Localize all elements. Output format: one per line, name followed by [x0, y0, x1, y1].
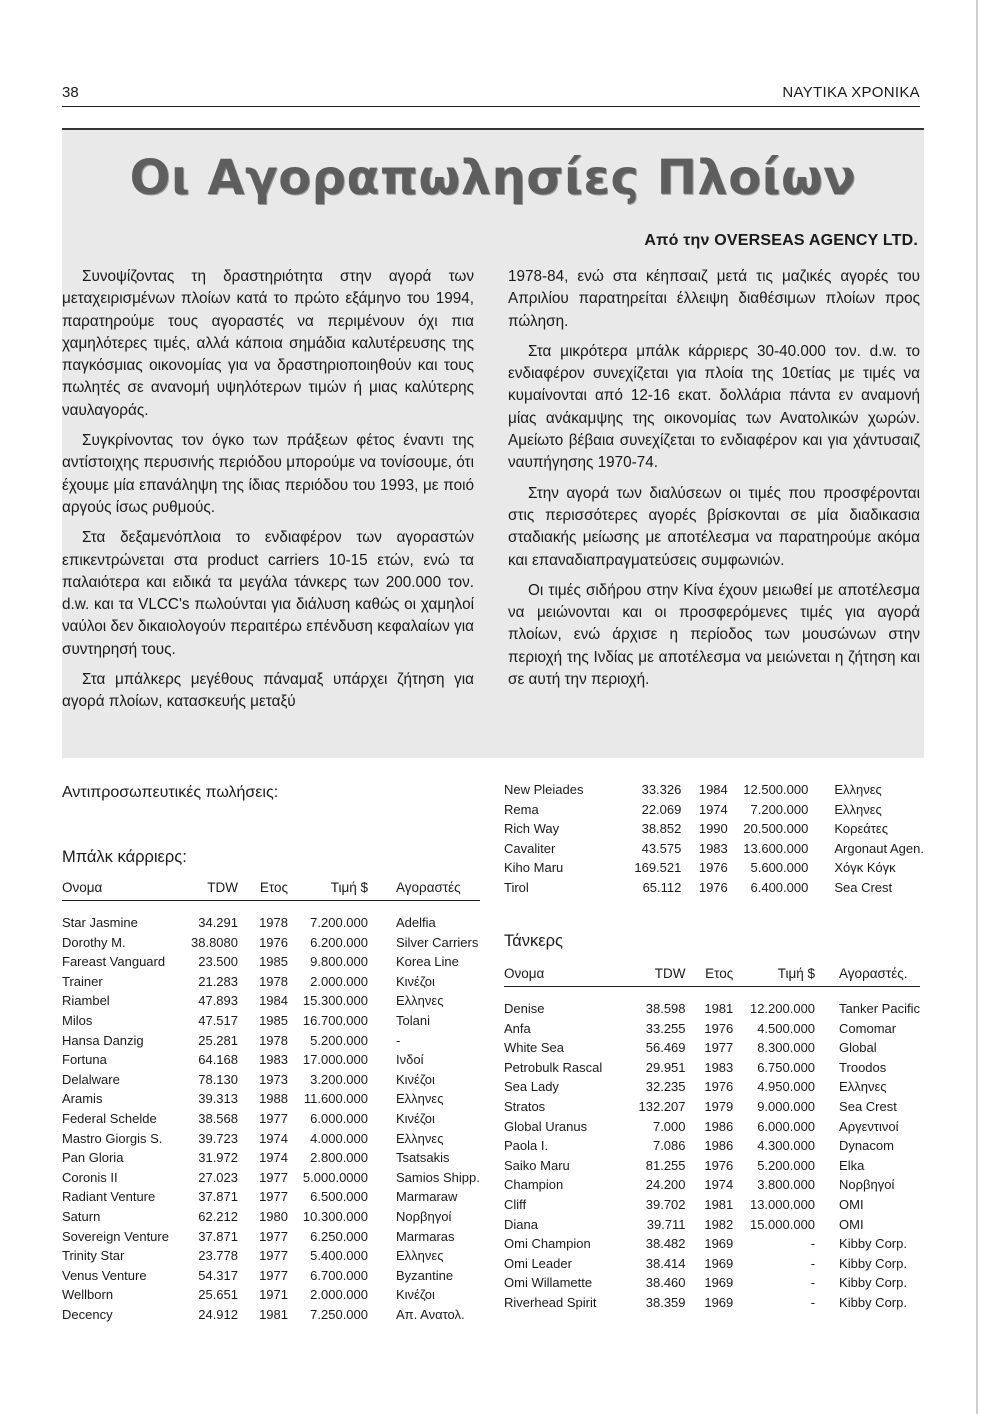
table-row — [62, 1227, 480, 1247]
ship-price: 2.800.000 — [310, 1150, 368, 1166]
ship-buyers: Κινέζοι — [396, 1287, 435, 1303]
table-row — [504, 1058, 920, 1078]
paragraph: Συγκρίνοντας τον όγκο των πράξεων φέτος έναντι της αντίστοιχης περυσινής περιόδου μπορούμε να τονίσουμε, ότι έχουμε μία επανάληψη της ίδιας περιόδου του 1993, με ποιό αργούς ίσως ρυθμούς. — [62, 432, 474, 516]
ship-tdw: 24.912 — [198, 1306, 238, 1322]
ship-year: 1977 — [259, 1110, 288, 1126]
paragraph: Στην αγορά των διαλύσεων οι τιμές που προσφέρονται στις περισσότερες αγορές βρίσκονται σε μία διαδικασια σταδιακής μείωσης με αποτέλεσμα να παρατηρούμε ακόμα και επαναδιαπραγματεύσεις συμφωνιών. — [508, 484, 920, 569]
ship-year: 1990 — [698, 821, 728, 837]
ship-price: 17.000.000 — [302, 1052, 368, 1068]
tankers-table — [504, 966, 920, 1313]
ship-tdw: 62.212 — [198, 1208, 238, 1224]
ship-price: 13.000.000 — [749, 1196, 816, 1212]
ship-tdw: 47.893 — [198, 993, 238, 1009]
ship-name: Federal Schelde — [62, 1110, 157, 1126]
ship-year: 1986 — [704, 1138, 734, 1154]
ship-year: 1974 — [259, 1150, 288, 1166]
ship-name: Tirol — [504, 879, 529, 895]
ship-tdw: 38.482 — [645, 1236, 686, 1252]
ship-name: White Sea — [504, 1040, 564, 1056]
table-row — [504, 1038, 920, 1058]
table-row — [62, 1050, 480, 1070]
table-row — [504, 878, 924, 898]
ship-tdw: 33.255 — [645, 1020, 686, 1036]
article-right-column — [508, 266, 920, 699]
ship-buyers: Sea Crest — [834, 879, 893, 895]
ship-buyers: OMI — [839, 1216, 864, 1232]
ship-buyers: Korea Line — [396, 954, 459, 970]
ship-buyers: Elka — [839, 1157, 865, 1173]
ship-tdw: 38.359 — [645, 1294, 686, 1310]
ship-name: Rich Way — [504, 821, 560, 837]
running-header — [62, 84, 920, 107]
ship-buyers: Tsatsakis — [396, 1150, 450, 1166]
ship-name: Sea Lady — [504, 1079, 559, 1095]
ship-year: 1978 — [259, 1032, 288, 1048]
ship-price: - — [810, 1294, 816, 1310]
ship-year: 1969 — [704, 1275, 734, 1291]
paragraph: Στα μπάλκερς μεγέθους πάναμαξ υπάρχει ζήτηση για αγορά πλοίων, κατασκευής μεταξύ — [62, 671, 474, 711]
ship-buyers: OMI — [839, 1196, 864, 1212]
ship-price: 20.500.000 — [743, 821, 809, 837]
ship-price: 7.250.000 — [310, 1306, 368, 1322]
ship-price: 6.400.000 — [750, 879, 809, 895]
ship-price: 4.000.000 — [310, 1130, 368, 1146]
table-row — [504, 839, 924, 859]
table-row — [504, 800, 924, 820]
ship-name: Delalware — [62, 1071, 120, 1087]
ship-name: Wellborn — [62, 1287, 114, 1303]
table-row — [504, 1215, 920, 1235]
col-header-price: Τιμή $ — [733, 966, 815, 987]
table-row — [504, 1077, 920, 1097]
ship-price: 15.300.000 — [302, 993, 368, 1009]
ship-price: 3.800.000 — [757, 1177, 816, 1193]
ship-tdw: 7.000 — [652, 1118, 686, 1134]
ship-name: Cavaliter — [504, 840, 556, 856]
ship-price: 6.000.000 — [757, 1118, 816, 1134]
ship-name: Trinity Star — [62, 1248, 125, 1264]
ship-year: 1971 — [259, 1287, 288, 1303]
ship-price: 6.000.000 — [310, 1110, 368, 1126]
ship-year: 1984 — [698, 782, 728, 797]
paragraph: Στα δεξαμενόπλοια το ενδιαφέρον των αγοραστών επικεντρώνεται στα product carriers 10-15 ετών, ενώ τα παλαιότερα και ειδικά τα μεγάλα τάνκερς των 200.000 τον. d.w. και τα VLCC's πωλούνται για διάλυση καθώς οι χαμηλοί ναύλοι δεν δικαιολογούν περαιτέρω επένδυση κεφαλαίων για συντηρησή τους. — [62, 529, 474, 658]
ship-year: 1981 — [704, 1001, 734, 1016]
ship-name: New Pleiades — [504, 782, 584, 797]
ship-price: 4.500.000 — [757, 1020, 816, 1036]
ship-year: 1976 — [704, 1020, 734, 1036]
ship-tdw: 38.460 — [645, 1275, 686, 1291]
page-edge-line — [976, 0, 978, 1414]
ship-year: 1976 — [698, 879, 728, 895]
ship-price: 4.950.000 — [757, 1079, 816, 1095]
ship-tdw: 38.8080 — [191, 934, 238, 950]
ship-price: 9.800.000 — [310, 954, 368, 970]
ship-tdw: 37.871 — [198, 1228, 238, 1244]
ship-name: Milos — [62, 1012, 93, 1028]
ship-tdw: 132.207 — [638, 1098, 686, 1114]
ship-name: Trainer — [62, 973, 103, 989]
ship-price: 5.200.000 — [757, 1157, 816, 1173]
table-row — [62, 1070, 480, 1090]
ship-year: 1969 — [704, 1294, 734, 1310]
table-row — [62, 952, 480, 972]
ship-tdw: 21.283 — [198, 973, 238, 989]
ship-tdw: 23.500 — [198, 954, 238, 970]
ship-buyers: Kibby Corp. — [839, 1255, 907, 1271]
table-row — [62, 1089, 480, 1109]
ship-price: 11.600.000 — [303, 1091, 368, 1107]
ship-buyers: Ινδοί — [396, 1052, 424, 1068]
ship-price: 16.700.000 — [302, 1012, 368, 1028]
ship-buyers: Comomar — [839, 1020, 897, 1036]
ship-price: 6.250.000 — [310, 1228, 368, 1244]
ship-name: Dorothy M. — [62, 934, 126, 950]
table-row — [504, 1273, 920, 1293]
ship-name: Venus Venture — [62, 1267, 147, 1283]
ship-tdw: 169.521 — [634, 860, 682, 876]
ship-name: Radiant Venture — [62, 1189, 156, 1205]
table-row — [62, 913, 480, 933]
table-row — [504, 1156, 920, 1176]
ship-buyers: Kibby Corp. — [839, 1275, 907, 1291]
table-row — [62, 1148, 480, 1168]
ship-tdw: 29.951 — [645, 1059, 686, 1075]
table-row — [504, 858, 924, 878]
ship-year: 1976 — [704, 1157, 734, 1173]
ship-buyers: Adelfia — [396, 915, 436, 930]
ship-name: Riverhead Spirit — [504, 1294, 597, 1310]
article-left-column — [62, 266, 474, 722]
ship-name: Omi Champion — [504, 1236, 591, 1252]
ship-tdw: 31.972 — [198, 1150, 238, 1166]
ship-year: 1969 — [704, 1236, 734, 1252]
table-row — [504, 1195, 920, 1215]
ship-tdw: 22.069 — [641, 801, 682, 817]
ship-name: Stratos — [504, 1098, 546, 1114]
ship-year: 1983 — [259, 1052, 288, 1068]
paragraph: Στα μικρότερα μπάλκ κάρριερς 30-40.000 τον. d.w. το ενδιαφέρον συνεχίζεται για πλοία της 10ετίας με τιμές να κυμαίνονται από 12-16 εκατ. δολλάρια πάντα εν αναμονή μίας ανάκαμψης της οικονομίας των Ανατολικών χωρών. Αμείωτο βέβαια συνεχίζεται το ενδιαφέρον και για χάντυσαιζ ναυπήγησης 1970-74. — [508, 342, 920, 472]
table-row — [504, 1019, 920, 1039]
table-row — [62, 933, 480, 953]
ship-buyers: Νορβηγοί — [396, 1208, 452, 1224]
ship-buyers: Silver Carriers — [396, 934, 479, 950]
ship-tdw: 65.112 — [642, 879, 682, 895]
ship-year: 1985 — [259, 1012, 288, 1028]
ship-buyers: Ελληνες — [839, 1079, 887, 1095]
ship-year: 1978 — [259, 915, 288, 930]
ship-buyers: Ελληνες — [396, 1130, 444, 1146]
ship-name: Coronis II — [62, 1169, 118, 1185]
table-row — [504, 1175, 920, 1195]
ship-buyers: Ελληνες — [396, 1091, 444, 1107]
col-header-tdw: TDW — [174, 880, 238, 901]
ship-price: 15.000.000 — [749, 1216, 816, 1232]
ship-tdw: 34.291 — [198, 915, 238, 930]
paragraph: Συνοψίζοντας τη δραστηριότητα στην αγορά των μεταχειρισμένων πλοίων κατά το πρώτο εξάμηνο του 1994, παρατηρούμε τους αγοραστές να περιμένουν όχι πια χαμηλότερες τιμές, αλλά κάποια σημάδια καλυτέρευσης της παγκόσμιας οικονομίας για να δραστηριοποιηθούν και τους πωλητές σε ανανομή υψηλότερων τιμών ή μιας καλύτερης ναυλαγοράς. — [62, 268, 474, 419]
table-row — [62, 972, 480, 992]
ship-price: 2.000.000 — [310, 1287, 368, 1303]
ship-name: Riambel — [62, 993, 110, 1009]
ship-buyers: Kibby Corp. — [839, 1294, 907, 1310]
col-header-buyers: Αγοραστές. — [815, 966, 920, 987]
ship-buyers: Κινέζοι — [396, 1071, 435, 1087]
table-row — [504, 1234, 920, 1254]
ship-price: 2.000.000 — [310, 973, 368, 989]
ship-buyers: Dynacom — [839, 1138, 894, 1154]
ship-tdw: 39.723 — [198, 1130, 238, 1146]
ship-tdw: 38.568 — [198, 1110, 238, 1126]
ship-name: Champion — [504, 1177, 564, 1193]
table-row — [504, 1117, 920, 1137]
ship-buyers: Απ. Ανατολ. — [396, 1306, 465, 1322]
ship-name: Denise — [504, 1001, 545, 1016]
ship-name: Fareast Vanguard — [62, 954, 166, 970]
ship-tdw: 54.317 — [198, 1267, 238, 1283]
ship-tdw: 43.575 — [641, 840, 682, 856]
ship-price: 7.200.000 — [750, 801, 809, 817]
ship-price: 10.300.000 — [302, 1208, 368, 1224]
table-row — [62, 1129, 480, 1149]
ship-tdw: 38.598 — [645, 1001, 686, 1016]
col-header-buyers: Αγοραστές — [368, 880, 480, 901]
paragraph-continued: 1978-84, ενώ στα κέηπσαιζ μετά τις μαζικές αγορές του Απριλίου παρατηρείται έλλειψη διαθέσιμων πλοίων προς πώληση. — [508, 268, 920, 330]
ship-tdw: 32.235 — [645, 1079, 686, 1095]
ship-tdw: 38.852 — [641, 821, 682, 837]
ship-name: Cliff — [504, 1196, 527, 1212]
ship-price: 6.200.000 — [310, 934, 368, 950]
ship-tdw: 81.255 — [645, 1157, 686, 1173]
tankers-title: Τάνκερς — [504, 932, 563, 950]
ship-name: Omi Leader — [504, 1255, 572, 1271]
ship-year: 1981 — [704, 1196, 734, 1212]
bulk-carriers-table — [62, 880, 480, 1324]
ship-price: - — [810, 1275, 816, 1291]
ship-price: - — [810, 1236, 816, 1252]
table-row — [504, 1136, 920, 1156]
table-row — [62, 1031, 480, 1051]
ship-tdw: 24.200 — [645, 1177, 686, 1193]
ship-year: 1976 — [704, 1079, 734, 1095]
ship-year: 1977 — [259, 1169, 288, 1185]
ship-buyers: Ελληνες — [834, 801, 882, 817]
ship-buyers: Ελληνες — [834, 782, 882, 797]
col-header-year: Ετος — [686, 966, 734, 987]
ship-name: Anfa — [504, 1020, 531, 1036]
ship-buyers: - — [396, 1032, 401, 1048]
ship-name: Sovereign Venture — [62, 1228, 169, 1244]
table-row — [62, 1011, 480, 1031]
ship-year: 1977 — [259, 1228, 288, 1244]
ship-name: Omi Willamette — [504, 1275, 593, 1291]
ship-tdw: 47.517 — [198, 1012, 238, 1028]
ship-price: 5.000.0000 — [302, 1169, 368, 1185]
ship-buyers: Αργεντινοί — [839, 1118, 899, 1134]
ship-price: 5.400.000 — [310, 1248, 368, 1264]
ship-name: Pan Gloria — [62, 1150, 124, 1166]
ship-buyers: Samios Shipp. — [396, 1169, 480, 1185]
ship-buyers: Ελληνες — [396, 993, 444, 1009]
ship-year: 1974 — [698, 801, 728, 817]
ship-year: 1980 — [259, 1208, 288, 1224]
ship-tdw: 7.086 — [652, 1138, 686, 1154]
ship-year: 1977 — [259, 1267, 288, 1283]
ship-buyers: Χόγκ Κόγκ — [834, 860, 896, 876]
ship-year: 1982 — [704, 1216, 734, 1232]
ship-price: 8.300.000 — [757, 1040, 816, 1056]
ship-year: 1978 — [259, 973, 288, 989]
ship-tdw: 37.871 — [198, 1189, 238, 1205]
ship-name: Fortuna — [62, 1052, 107, 1068]
page-number: 38 — [62, 84, 79, 101]
table-row — [504, 780, 924, 800]
ship-year: 1986 — [704, 1118, 734, 1134]
magazine-name: ΝΑΥΤΙΚΑ ΧΡΟΝΙΚΑ — [782, 84, 920, 101]
ship-buyers: Νορβηγοί — [839, 1177, 895, 1193]
ship-year: 1979 — [704, 1098, 734, 1114]
table-row — [62, 991, 480, 1011]
ship-buyers: Sea Crest — [839, 1098, 897, 1114]
table-row — [504, 819, 924, 839]
ship-name: Saturn — [62, 1208, 101, 1224]
ship-price: 6.500.000 — [310, 1189, 368, 1205]
ship-buyers: Marmaras — [396, 1228, 455, 1244]
table-row — [504, 1293, 920, 1313]
ship-year: 1988 — [259, 1091, 288, 1107]
article-title: Οι Αγοραπωλησίες Πλοίων — [129, 150, 857, 206]
ship-year: 1983 — [698, 840, 728, 856]
bulk-carriers-title: Μπάλκ κάρριερς: — [62, 848, 187, 866]
table-row — [62, 1207, 480, 1227]
ship-buyers: Argonaut Agen. — [834, 840, 924, 856]
ship-tdw: 64.168 — [198, 1052, 238, 1068]
ship-name: Decency — [62, 1306, 113, 1322]
ship-year: 1983 — [704, 1059, 734, 1075]
table-row — [62, 1266, 480, 1286]
ship-tdw: 33.326 — [641, 782, 682, 797]
ship-price: 6.750.000 — [757, 1059, 816, 1075]
ship-tdw: 25.651 — [198, 1287, 238, 1303]
ship-tdw: 39.702 — [645, 1196, 686, 1212]
ship-tdw: 25.281 — [198, 1032, 238, 1048]
table-row — [504, 999, 920, 1019]
ship-price: 9.000.000 — [757, 1098, 816, 1114]
ship-price: 4.300.000 — [757, 1138, 816, 1154]
sales-section-title: Αντιπροσωπευτικές πωλήσεις: — [62, 784, 279, 801]
ship-buyers: Tanker Pacific — [839, 1001, 920, 1016]
table-row — [504, 1254, 920, 1274]
table-row — [62, 1187, 480, 1207]
ship-year: 1977 — [704, 1040, 734, 1056]
ship-buyers: Troodos — [839, 1059, 887, 1075]
ship-name: Diana — [504, 1216, 538, 1232]
ship-year: 1976 — [259, 934, 288, 950]
ship-year: 1985 — [259, 954, 288, 970]
table-row — [62, 1246, 480, 1266]
ship-buyers: Kibby Corp. — [839, 1236, 907, 1252]
paragraph: Οι τιμές σιδήρου στην Κίνα έχουν μειωθεί με αποτέλεσμα να μειώνονται και οι προσφερόμενες τιμές για αγορά πλοίων, ενώ άρχισε η περίοδος των μουσώνων στην περιοχή της Ινδίας με αποτέλεσμα να μειώνεται η ζήτηση και σε αυτή την περιοχή. — [508, 581, 920, 689]
article-byline: Από την OVERSEAS AGENCY LTD. — [644, 232, 918, 249]
ship-year: 1974 — [259, 1130, 288, 1146]
ship-year: 1981 — [259, 1306, 288, 1322]
table-row — [62, 1168, 480, 1188]
ship-year: 1973 — [259, 1071, 288, 1087]
article-box — [62, 128, 924, 758]
ship-price: - — [810, 1255, 816, 1271]
ship-name: Petrobulk Rascal — [504, 1059, 603, 1075]
ship-buyers: Κινέζοι — [396, 1110, 435, 1126]
ship-name: Global Uranus — [504, 1118, 588, 1134]
ship-year: 1976 — [698, 860, 728, 876]
table-row — [504, 1097, 920, 1117]
ship-price: 6.700.000 — [310, 1267, 368, 1283]
col-header-year: Ετος — [238, 880, 288, 901]
ship-name: Paola I. — [504, 1138, 549, 1154]
col-header-name: Ονομα — [504, 966, 616, 987]
ship-tdw: 23.778 — [198, 1248, 238, 1264]
ship-name: Saiko Maru — [504, 1157, 570, 1173]
ship-buyers: Κινέζοι — [396, 973, 435, 989]
ship-buyers: Byzantine — [396, 1267, 454, 1283]
ship-year: 1977 — [259, 1248, 288, 1264]
ship-price: 3.200.000 — [310, 1071, 368, 1087]
col-header-tdw: TDW — [616, 966, 686, 987]
bulk-carriers-table-continued — [504, 780, 924, 898]
ship-name: Mastro Giorgis S. — [62, 1130, 163, 1146]
ship-price: 12.200.000 — [749, 1001, 816, 1016]
ship-price: 5.600.000 — [750, 860, 809, 876]
col-header-name: Ονομα — [62, 880, 174, 901]
table-row — [62, 1285, 480, 1305]
ship-tdw: 39.711 — [646, 1216, 686, 1232]
table-row — [62, 1305, 480, 1325]
ship-price: 12.500.000 — [743, 782, 809, 797]
ship-buyers: Κορεάτες — [834, 821, 888, 837]
ship-year: 1974 — [704, 1177, 734, 1193]
ship-tdw: 39.313 — [198, 1091, 238, 1107]
ship-year: 1977 — [259, 1189, 288, 1205]
ship-price: 5.200.000 — [310, 1032, 368, 1048]
ship-name: Aramis — [62, 1091, 103, 1107]
ship-buyers: Global — [839, 1040, 877, 1056]
table-row — [62, 1109, 480, 1129]
col-header-price: Τιμή $ — [288, 880, 368, 901]
ship-tdw: 38.414 — [645, 1255, 686, 1271]
ship-year: 1969 — [704, 1255, 734, 1271]
ship-price: 7.200.000 — [310, 915, 368, 930]
ship-tdw: 78.130 — [198, 1071, 238, 1087]
ship-price: 13.600.000 — [743, 840, 809, 856]
ship-buyers: Marmaraw — [396, 1189, 458, 1205]
ship-name: Star Jasmine — [62, 915, 138, 930]
ship-year: 1984 — [259, 993, 288, 1009]
ship-buyers: Ελληνες — [396, 1248, 444, 1264]
ship-name: Kiho Maru — [504, 860, 564, 876]
ship-tdw: 27.023 — [198, 1169, 238, 1185]
ship-name: Hansa Danzig — [62, 1032, 144, 1048]
ship-tdw: 56.469 — [645, 1040, 686, 1056]
ship-name: Rema — [504, 801, 539, 817]
ship-buyers: Tolani — [396, 1012, 430, 1028]
